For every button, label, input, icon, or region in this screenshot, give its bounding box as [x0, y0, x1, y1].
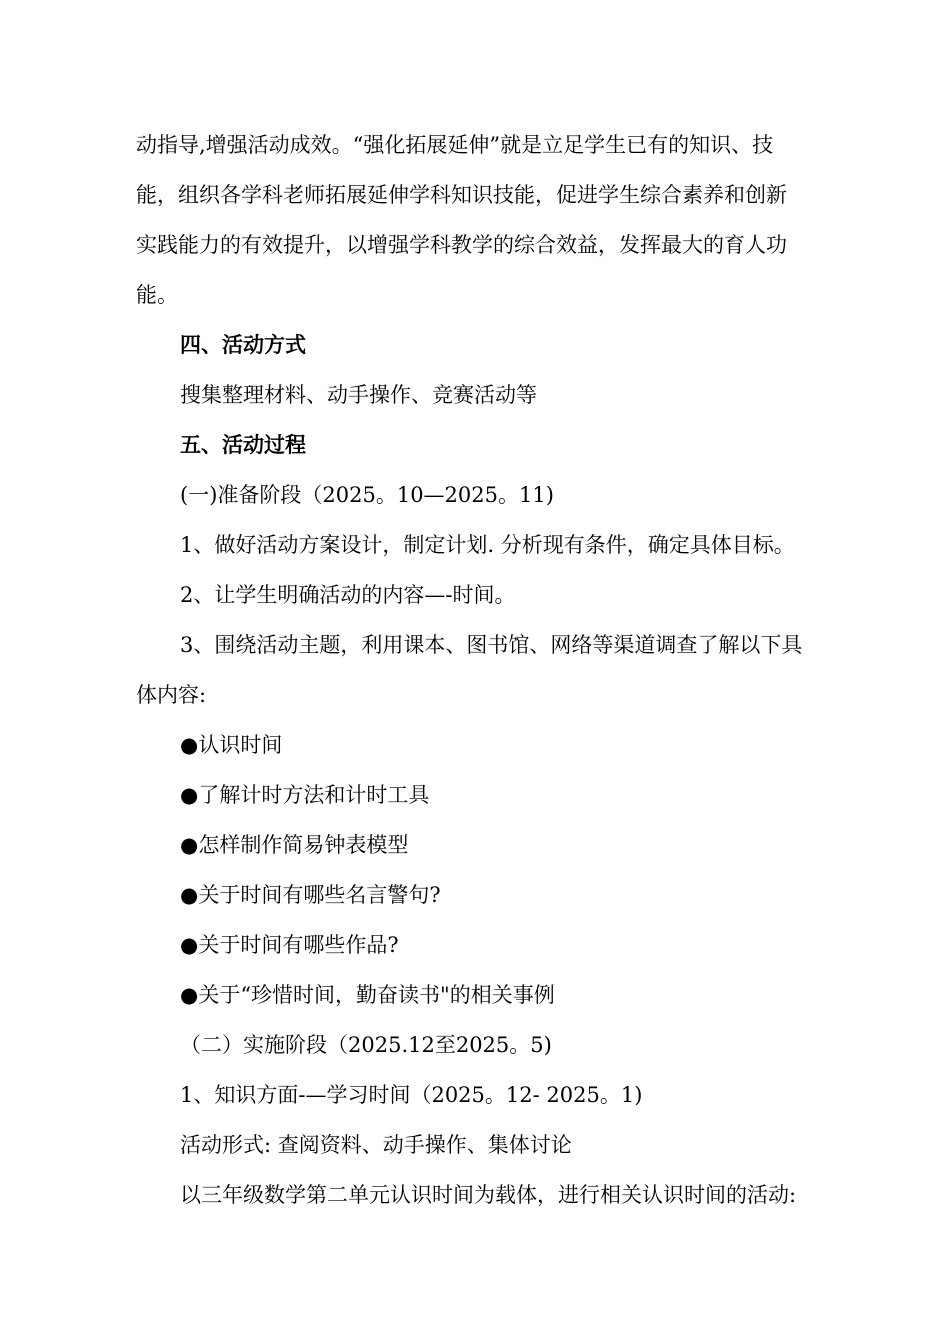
bullet-item: ●关于时间有哪些作品?: [180, 933, 399, 957]
subsection-heading: (一)准备阶段（2025。10—2025。11): [180, 483, 554, 507]
paragraph-line: 搜集整理材料、动手操作、竞赛活动等: [180, 383, 537, 407]
paragraph-line: 能，组织各学科老师拓展延伸学科知识技能，促进学生综合素养和创新: [136, 183, 787, 207]
numbered-item: 3、围绕活动主题，利用课本、图书馆、网络等渠道调查了解以下具: [180, 633, 803, 657]
paragraph-line: 动指导,增强活动成效。“强化拓展延伸”就是立足学生已有的知识、技: [136, 133, 774, 157]
paragraph-line: 以三年级数学第二单元认识时间为载体，进行相关认识时间的活动:: [180, 1183, 797, 1207]
numbered-item: 1、做好活动方案设计，制定计划. 分析现有条件，确定具体目标。: [180, 533, 795, 557]
paragraph-line: 活动形式: 查阅资料、动手操作、集体讨论: [180, 1133, 572, 1157]
numbered-item: 2、让学生明确活动的内容—-时间。: [180, 583, 516, 607]
bullet-item: ●关于时间有哪些名言警句?: [180, 883, 441, 907]
paragraph-line: 能。: [136, 283, 178, 307]
bullet-item: ●了解计时方法和计时工具: [180, 783, 430, 807]
paragraph-line: 体内容:: [136, 683, 207, 707]
bullet-item: ●认识时间: [180, 733, 283, 757]
bullet-item: ●怎样制作简易钟表模型: [180, 833, 409, 857]
bullet-item: ●关于“珍惜时间，勤奋读书"的相关事例: [180, 983, 555, 1007]
section-heading: 五、活动过程: [180, 432, 306, 457]
numbered-item: 1、知识方面-—学习时间（2025。12- 2025。1): [180, 1083, 643, 1107]
subsection-heading: （二）实施阶段（2025.12至2025。5): [180, 1033, 552, 1057]
section-heading: 四、活动方式: [180, 332, 306, 357]
paragraph-line: 实践能力的有效提升，以增强学科教学的综合效益，发挥最大的育人功: [136, 233, 787, 257]
